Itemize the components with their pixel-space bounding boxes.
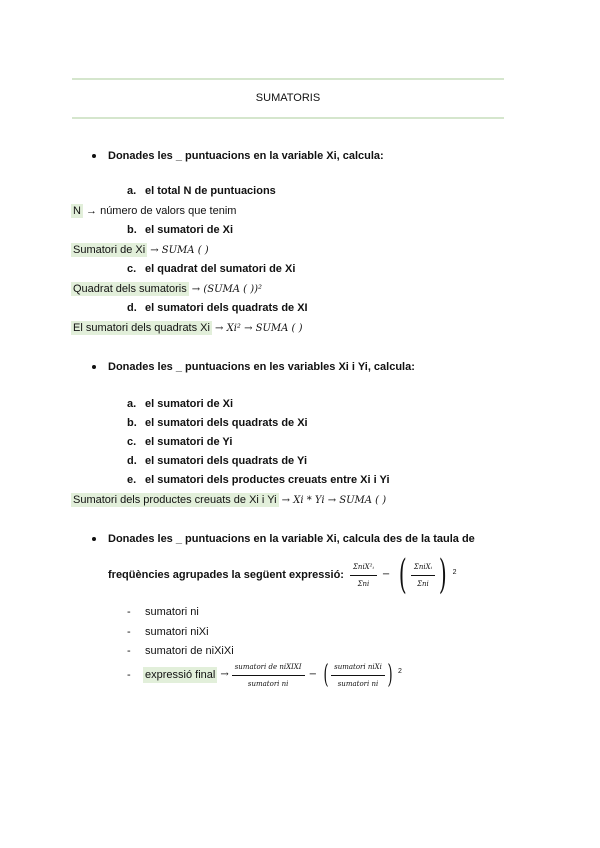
formula-fraction (350, 560, 377, 591)
formula-numerator: ΣniXᵢ (411, 560, 435, 576)
formula-paren-left: ( (323, 660, 329, 690)
item-text: el sumatori de Xi (145, 224, 234, 236)
bullet (92, 154, 96, 158)
section3-intro-line1: Donades les _ puntuacions en la variable Xi, calcula des de la taula de (108, 533, 475, 545)
item-label: c. (127, 263, 137, 275)
formula-paren-right: ) (438, 552, 447, 598)
answer-highlight: Sumatori de Xi (73, 244, 146, 256)
formula-exponent: 2 (452, 569, 457, 576)
list-item: sumatori ni (145, 606, 199, 618)
section3-intro-line2-row (108, 552, 457, 598)
section2-intro: Donades les _ puntuacions en les variables Xi i Yi, calcula: (108, 361, 415, 373)
answer-line (71, 282, 262, 297)
formula-minus: − (308, 669, 317, 680)
item-label: a. (127, 398, 137, 410)
dash: - (127, 669, 131, 681)
answer-highlight: N (73, 205, 81, 217)
item-text: el total N de puntuacions (145, 185, 276, 197)
item-label: d. (127, 302, 137, 314)
answer-line (71, 243, 209, 258)
formula-exponent: 2 (397, 668, 402, 675)
formula-paren-right: ) (387, 660, 393, 690)
formula-fraction (232, 660, 305, 691)
item-label: e. (127, 474, 137, 486)
formula-numerator: ΣniX²ᵢ (350, 560, 377, 576)
item-label: c. (127, 436, 137, 448)
formula-paren-left: ( (399, 552, 407, 598)
answer-formula: → (SUMA ( ))² (191, 284, 263, 295)
item-text: el sumatori de Yi (145, 436, 233, 448)
formula-denominator: Σni (357, 579, 370, 588)
item-text: el sumatori dels productes creuats entre Xi i Yi (145, 474, 390, 486)
answer-highlight: Sumatori dels productes creuats de Xi i Yi (73, 494, 277, 506)
dash: - (127, 645, 131, 657)
final-expression-row (143, 660, 402, 690)
page-title: SUMATORIS (255, 92, 321, 104)
item-label: d. (127, 455, 137, 467)
item-text: el sumatori dels quadrats de Xi (145, 417, 308, 429)
item-label: a. (127, 185, 137, 197)
answer-highlight: El sumatori dels quadrats Xi (73, 322, 210, 334)
answer-formula: → Xi² → SUMA ( ) (215, 323, 303, 334)
formula-numerator: sumatori de niXIXI (232, 660, 305, 676)
dash: - (127, 606, 131, 618)
item-text: el sumatori dels quadrats de Yi (145, 455, 307, 467)
formula-denominator: Σni (417, 579, 429, 588)
bullet (92, 537, 96, 541)
section1-intro: Donades les _ puntuacions en la variable Xi, calcula: (108, 150, 384, 162)
dash: - (127, 626, 131, 638)
formula-fraction (411, 560, 435, 591)
answer-text: → número de valors que tenim (86, 205, 237, 217)
item-label: b. (127, 417, 137, 429)
answer-line (71, 493, 386, 508)
list-item: sumatori niXi (145, 626, 209, 638)
answer-highlight: Quadrat dels sumatoris (73, 283, 187, 295)
answer-formula: → Xi * Yi → SUMA ( ) (281, 495, 387, 506)
bullet (92, 365, 96, 369)
answer-line (71, 321, 303, 336)
item-text: el quadrat del sumatori de Xi (145, 263, 296, 275)
header-rule-top (72, 78, 504, 80)
list-item: sumatori de niXiXi (145, 645, 234, 657)
item-text: el sumatori dels quadrats de XI (145, 302, 308, 314)
answer-formula: → SUMA ( ) (150, 245, 209, 256)
formula-denominator: sumatori ni (247, 679, 289, 688)
answer-highlight: expressió final (145, 669, 216, 681)
item-label: b. (127, 224, 137, 236)
formula-numerator: sumatori niXi (331, 660, 385, 676)
item-text: el sumatori de Xi (145, 398, 234, 410)
formula-fraction (331, 660, 385, 691)
section3-intro-line2: freqüències agrupades la següent expressió: (108, 569, 344, 581)
final-arrow: → (220, 669, 229, 680)
header-rule-bottom (72, 117, 504, 119)
answer-line (71, 204, 236, 218)
formula-minus: − (381, 569, 391, 580)
formula-denominator: sumatori ni (337, 679, 379, 688)
